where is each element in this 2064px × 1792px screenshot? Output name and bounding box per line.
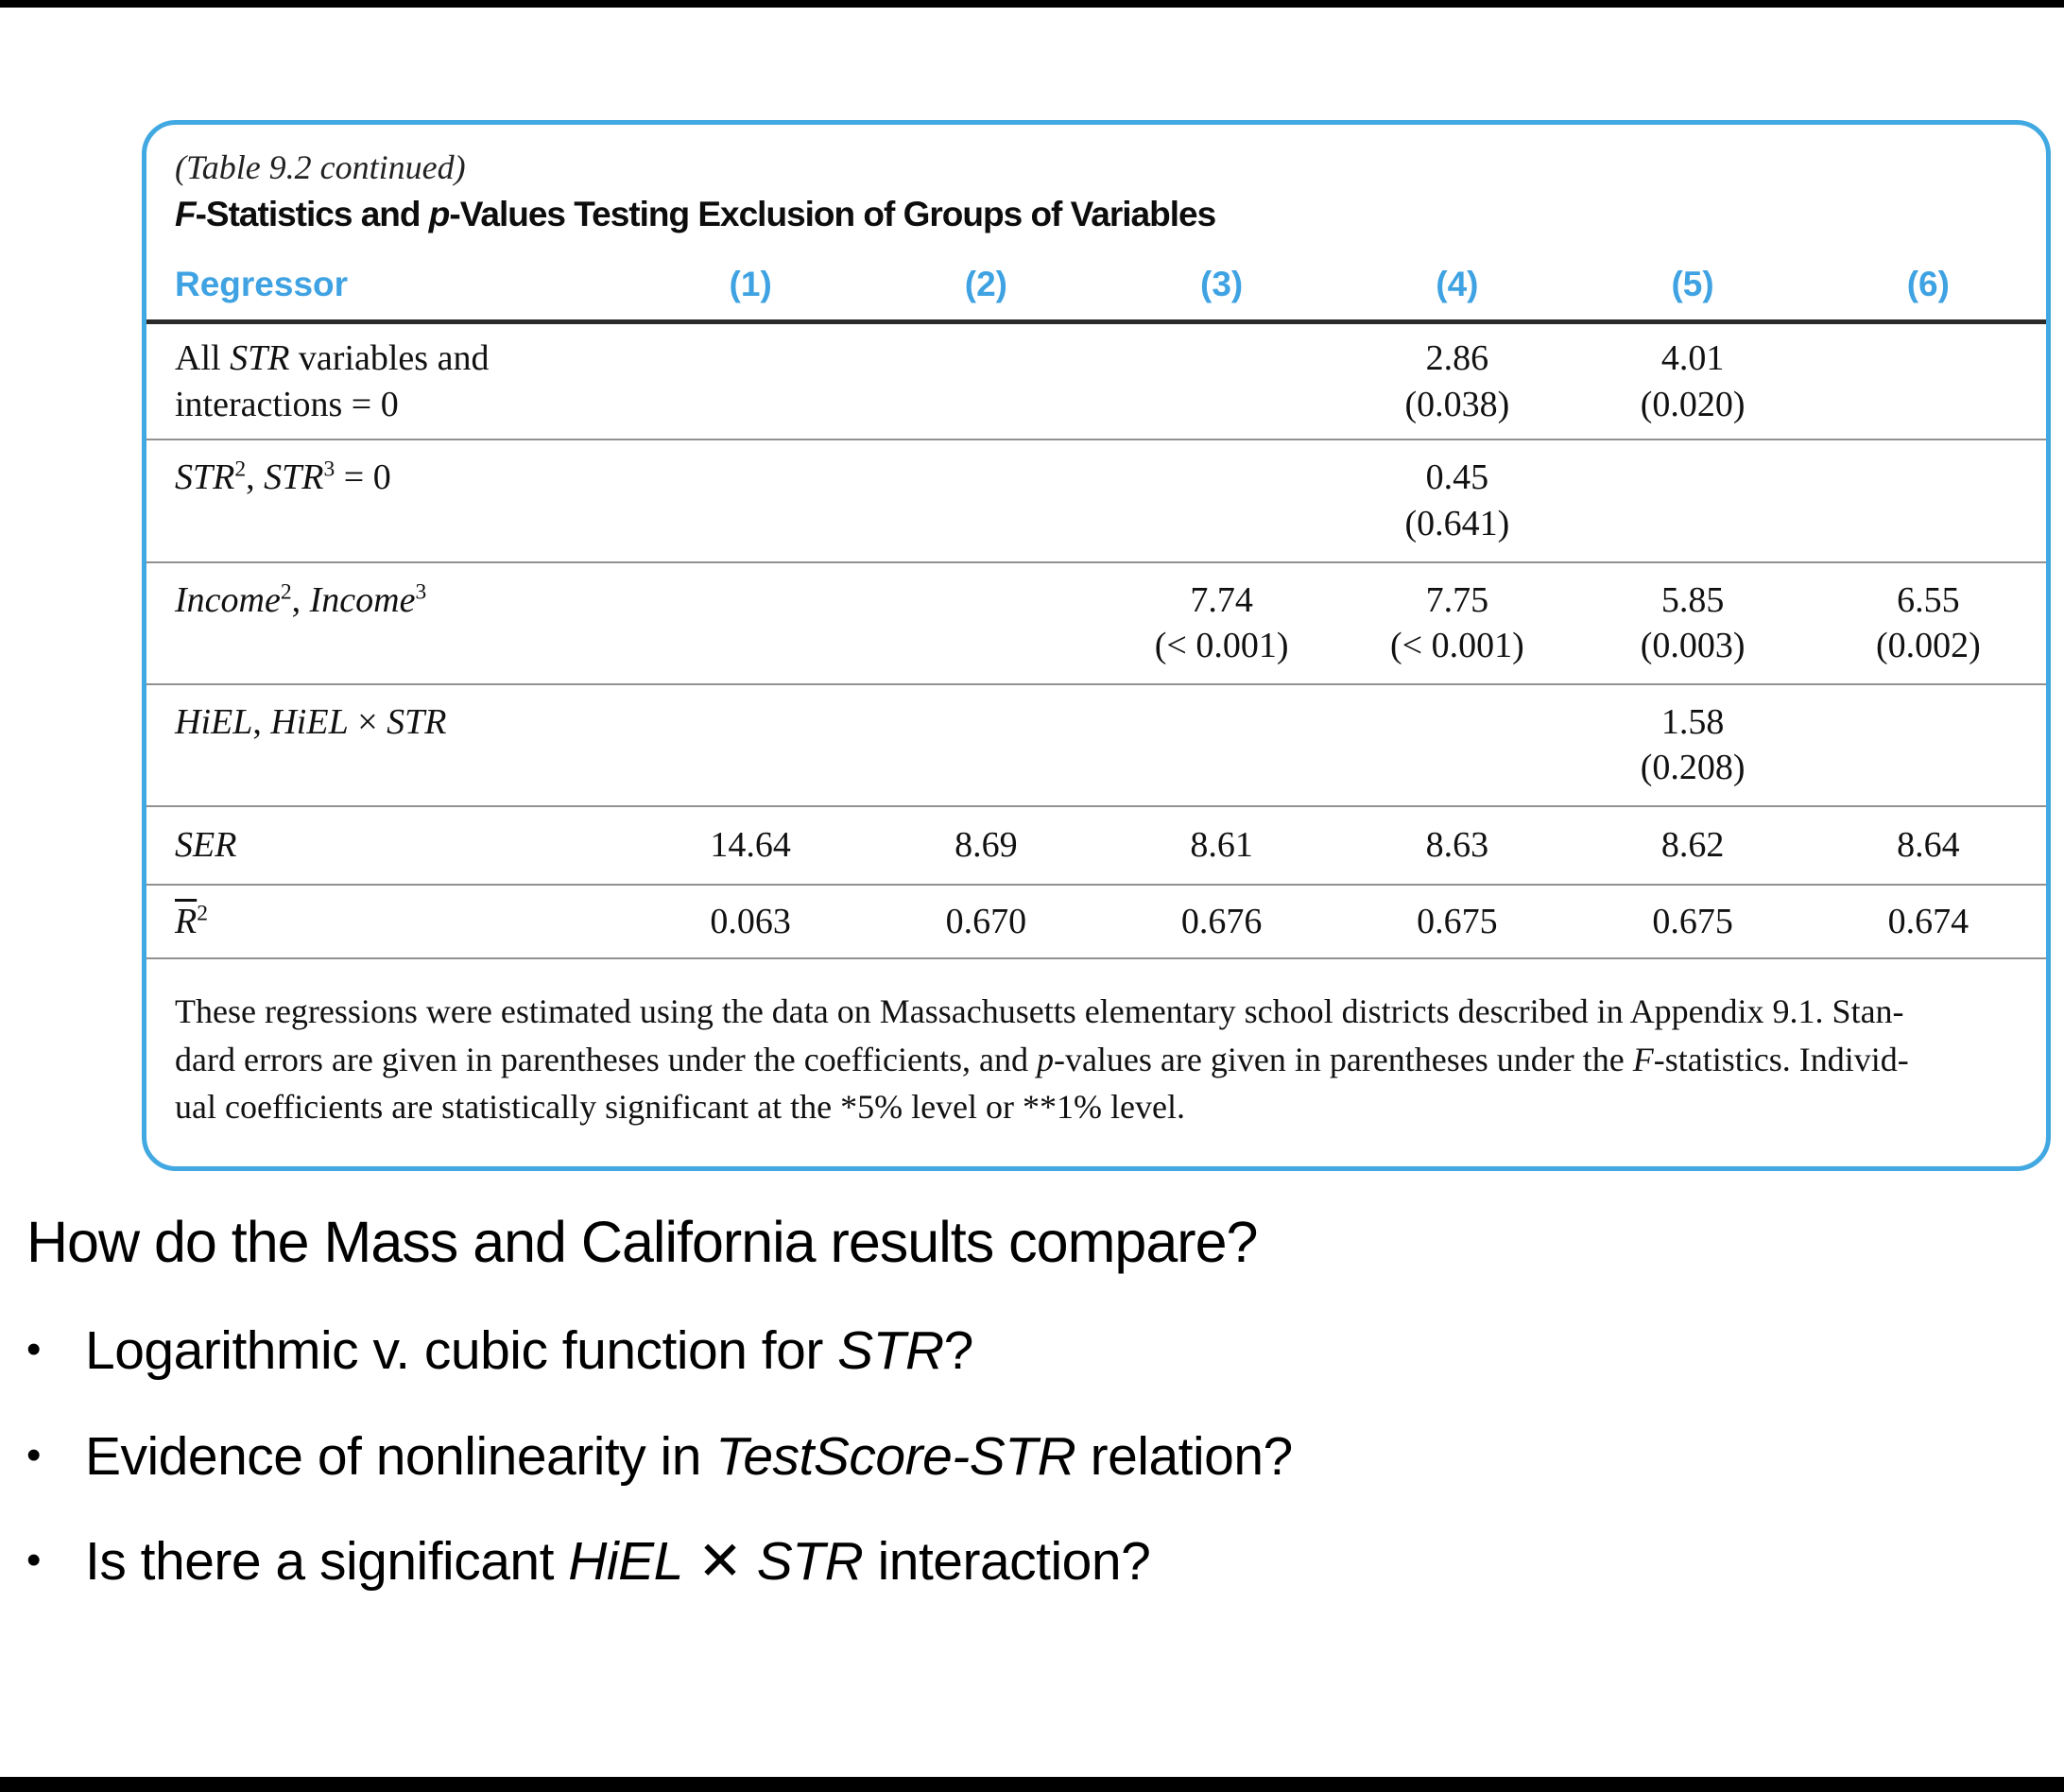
footnote-line: ual coefficients are statistically significant at the *5% level or **1% level. — [175, 1088, 1185, 1127]
slide-bottom-border — [0, 1777, 2064, 1792]
table-cell: 8.64 — [1897, 825, 1960, 865]
table-cell — [633, 439, 869, 561]
table-cell — [869, 322, 1104, 440]
table-cell — [633, 322, 869, 440]
column-header-3: (3) — [1200, 265, 1244, 303]
table-row — [146, 322, 2046, 440]
list-item — [26, 1423, 2030, 1490]
table-cell — [633, 684, 869, 806]
bullet-icon: • — [26, 1326, 41, 1373]
column-header-6: (6) — [1906, 265, 1950, 303]
bullet-text: Evidence of nonlinearity in TestScore-STR relation? — [85, 1425, 1293, 1487]
table-cell — [1811, 684, 2046, 806]
footnote-line: These regressions were estimated using the data on Massachusetts elementary school districts described in Appendix 9.1. Stan- — [175, 992, 1904, 1031]
row-label: SER — [175, 825, 237, 865]
table-caption: (Table 9.2 continued) — [175, 148, 466, 186]
row-label: HiEL, HiEL × STR — [175, 701, 447, 742]
table-cell: 0.063 — [710, 901, 791, 941]
bullet-text: Logarithmic v. cubic function for STR? — [85, 1320, 973, 1382]
table-row — [146, 439, 2046, 561]
table-cell — [1339, 684, 1574, 806]
table-cell — [1104, 684, 1339, 806]
table-row — [146, 885, 2046, 959]
table-cell: 0.675 — [1417, 901, 1498, 941]
table-row — [146, 562, 2046, 684]
table-cell — [633, 562, 869, 684]
table-cell: 0.45 (0.641) — [1404, 457, 1510, 543]
bullet-text: Is there a significant HiEL ✕ STR interaction? — [85, 1530, 1151, 1592]
table-cell — [869, 439, 1104, 561]
column-header-regressor: Regressor — [175, 265, 349, 303]
table-row — [146, 806, 2046, 885]
table-cell: 7.74 (< 0.001) — [1154, 579, 1289, 666]
column-header-4: (4) — [1436, 265, 1479, 303]
bullet-icon: • — [26, 1536, 41, 1583]
row-label: STR$^2$, $STR^3 = 0$ — [175, 457, 391, 498]
table-card — [142, 120, 2051, 1171]
table-cell: 0.675 — [1652, 901, 1733, 941]
table-cell — [1104, 322, 1339, 440]
table-cell: 8.61 — [1190, 825, 1253, 865]
table-cell: 2.86 (0.038) — [1404, 338, 1510, 424]
row-label: All STR variables and interactions = 0 — [175, 338, 490, 424]
table-cell: 4.01 (0.020) — [1640, 338, 1746, 424]
table-cell: 0.676 — [1180, 901, 1263, 941]
bullet-icon: • — [26, 1431, 41, 1478]
table-cell: 1.58 (0.208) — [1640, 701, 1746, 788]
table-cell — [1811, 439, 2046, 561]
table-header-row — [146, 261, 2046, 322]
discussion-section — [26, 1206, 2030, 1633]
table-footnote — [175, 988, 2008, 1130]
table-cell: 8.63 — [1425, 825, 1489, 865]
table-cell: 8.69 — [955, 825, 1018, 865]
table-row — [146, 684, 2046, 806]
column-header-2: (2) — [964, 265, 1008, 303]
row-label: $\overline{R}^2$ — [175, 900, 208, 941]
list-item — [26, 1318, 2030, 1385]
list-item — [26, 1528, 2030, 1595]
table-cell: 14.64 — [710, 825, 791, 865]
table-cell: 0.670 — [945, 901, 1027, 941]
table-cell — [1574, 439, 1810, 561]
slide-top-border — [0, 0, 2064, 8]
question-heading: How do the Mass and California results compare? — [26, 1210, 1258, 1274]
f-statistics-table — [146, 261, 2046, 959]
table-cell — [1811, 322, 2046, 440]
table-cell: 6.55 (0.002) — [1875, 579, 1981, 666]
table-cell — [869, 562, 1104, 684]
table-cell — [1104, 439, 1339, 561]
column-header-1: (1) — [729, 265, 772, 303]
table-title: F-Statistics and p-Values Testing Exclusion of Groups of Variables — [175, 195, 1216, 233]
table-cell: 5.85 (0.003) — [1640, 579, 1746, 666]
table-cell — [869, 684, 1104, 806]
table-cell: 7.75 (< 0.001) — [1389, 579, 1524, 666]
row-label: Income$^2$, Income$^3$ — [175, 578, 427, 620]
table-cell: 0.674 — [1887, 901, 1969, 941]
footnote-line: dard errors are given in parentheses under the coefficients, and p-values are given in parentheses under the F-statistics. Individ- — [175, 1040, 1909, 1078]
column-header-5: (5) — [1671, 265, 1714, 303]
table-cell: 8.62 — [1660, 825, 1725, 865]
